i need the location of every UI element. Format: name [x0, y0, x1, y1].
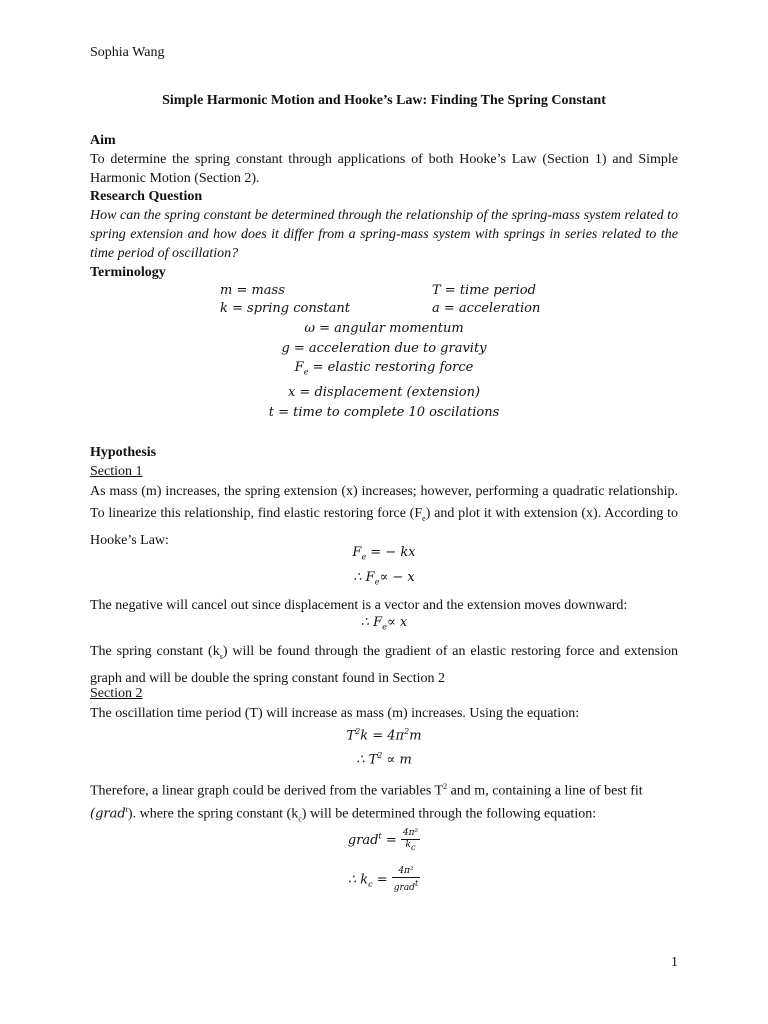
section-1-paragraph-1: As mass (m) increases, the spring extension (x) increases; however, performing a quadratic relationship. To linearize this relationship, find elastic restoring force $(F_e)$ and plot it with extension (x). According to Hooke’s Law: [90, 484, 678, 548]
term-time-10-oscillations: t = time to complete 10 oscilations [268, 405, 500, 420]
term-angular-momentum: ω = angular momentum [304, 321, 464, 336]
equation-spring-constant: ∴ $k_c$ = $\frac{\text{4π²}}{grad^t}$ [347, 866, 419, 893]
research-question-text: How can the spring constant be determined through the relationship of the spring-mass system related to spring extension and how does it differ from a spring-mass system with springs in series related to the time period of oscillation? [90, 208, 678, 261]
fraction-4pi2-over-kc: $\frac{\text{4π²}}{k_c}$ [402, 828, 419, 852]
section-1-heading: Section 1 [90, 464, 143, 479]
section-2-paragraph-1: The oscillation time period (T) will increase as mass (m) increases. Using the equation: [90, 706, 580, 721]
term-gravity: g = acceleration due to gravity [281, 341, 487, 356]
aim-text: To determine the spring constant through applications of both Hooke’s Law (Section 1) and Simple Harmonic Motion (Section 2). [90, 152, 678, 186]
section-2-heading: Section 2 [90, 686, 143, 701]
term-acceleration: a = acceleration [432, 301, 541, 316]
document-title: Simple Harmonic Motion and Hooke’s Law: Finding The Spring Constant [162, 93, 606, 108]
author-name: Sophia Wang [90, 45, 165, 60]
equation-proportional-negative: ∴ $F_e\propto - x$ [353, 570, 415, 587]
section-2-paragraph-3: (grad$^t$). where the spring constant $(k_c)$ will be determined through the following equation: [90, 805, 597, 824]
equation-time-period: $T^2k = 4\pi^2m$ [346, 727, 422, 744]
section-2-paragraph-2: Therefore, a linear graph could be derived from the variables $T^2$ and m, containing a line of best fit [90, 782, 643, 799]
term-displacement: x = displacement (extension) [287, 385, 481, 400]
equation-gradient: grad$^t$ = $\frac{\text{4π²}}{k_c}$ [347, 828, 419, 852]
research-question-heading: Research Question [90, 189, 203, 204]
equation-hookes-law: $F_e$ = − kx [352, 545, 416, 562]
aim-heading: Aim [90, 133, 116, 148]
fraction-4pi2-over-grad: $\frac{\text{4π²}}{grad^t}$ [393, 866, 419, 893]
term-mass: m = mass [220, 283, 285, 298]
terminology-heading: Terminology [90, 265, 166, 280]
hypothesis-heading: Hypothesis [90, 445, 157, 460]
section-1-paragraph-2: The negative will cancel out since displacement is a vector and the extension moves downward: [90, 598, 628, 613]
section-1-paragraph-3: The spring constant $(k_s)$ will be found through the gradient of an elastic restoring force and extension graph and will be double the spring constant found in Section 2 [90, 644, 678, 686]
equation-t-squared-proportional: ∴ $T^2 \propto m$ [356, 751, 412, 768]
equation-proportional: ∴ $F_e\propto x$ [360, 615, 408, 632]
page-number: 1 [671, 955, 678, 970]
term-elastic-force: $F_e$ = elastic restoring force [294, 360, 474, 377]
term-time-period: T = time period [432, 283, 536, 298]
term-spring-constant: k = spring constant [220, 301, 350, 316]
